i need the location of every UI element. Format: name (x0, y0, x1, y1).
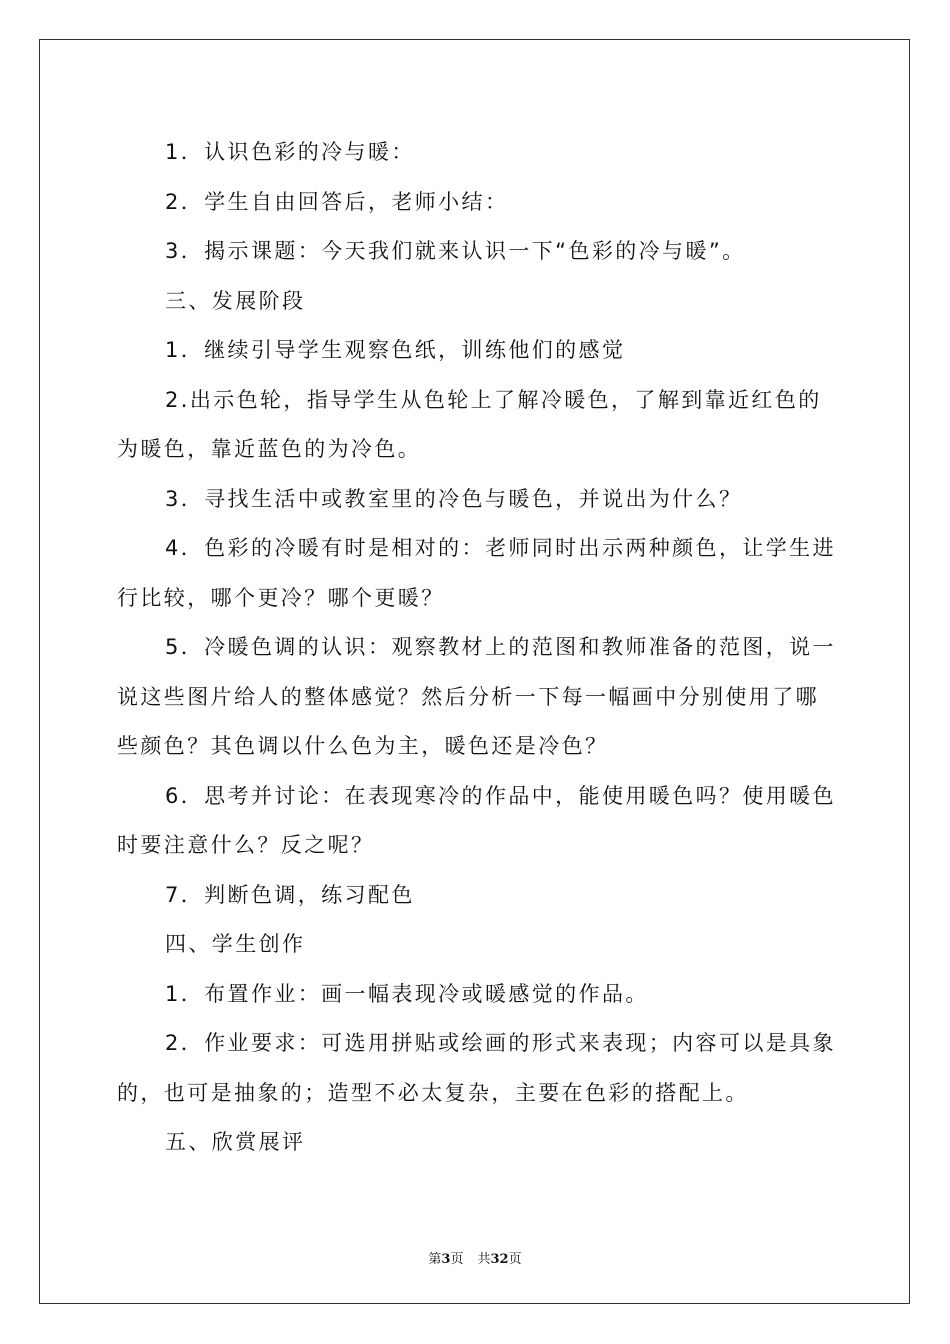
paragraph: 6．思考并讨论：在表现寒冷的作品中，能使用暖色吗？使用暖色时要注意什么？反之呢？ (117, 783, 836, 857)
footer-page-suffix: 页 (450, 1252, 464, 1267)
paragraph: 1．继续引导学生观察色纸，训练他们的感觉 (165, 338, 626, 362)
section-heading: 三、发展阶段 (165, 288, 306, 313)
paragraph: 1．认识色彩的冷与暖： (165, 140, 415, 164)
total-page-number: 32 (490, 1252, 509, 1267)
document-body (117, 128, 837, 1168)
paragraph: 3．揭示课题：今天我们就来认识一下“色彩的冷与暖”。 (165, 239, 746, 263)
page-footer (0, 1248, 950, 1267)
footer-total-suffix: 页 (508, 1252, 522, 1267)
paragraph: 7．判断色调，练习配色 (165, 882, 415, 907)
paragraph: 3．寻找生活中或教室里的冷色与暖色，并说出为什么？ (165, 486, 743, 511)
footer-total-prefix: 共 (477, 1252, 491, 1267)
section-heading: 四、学生创作 (165, 932, 306, 956)
paragraph: 2．学生自由回答后，老师小结： (165, 189, 509, 214)
footer-prefix: 第 (428, 1252, 442, 1267)
paragraph: 5．冷暖色调的认识：观察教材上的范图和教师准备的范图，说一说这些图片给人的整体感觉？然后分析一下每一幅画中分别使用了哪些颜色？其色调以什么色为主，暖色还是冷色？ (117, 635, 836, 758)
paragraph: 2.出示色轮，指导学生从色轮上了解冷暖色，了解到靠近红色的为暖色，靠近蓝色的为冷色。 (117, 387, 822, 461)
paragraph: 2．作业要求：可选用拼贴或绘画的形式来表现；内容可以是具象的，也可是抽象的；造型不必太复杂，主要在色彩的搭配上。 (117, 1031, 836, 1105)
paragraph: 4．色彩的冷暖有时是相对的：老师同时出示两种颜色，让学生进行比较，哪个更冷？哪个更暖？ (117, 536, 836, 610)
section-heading: 五、欣赏展评 (165, 1130, 306, 1154)
paragraph: 1．布置作业：画一幅表现冷或暖感觉的作品。 (165, 981, 649, 1006)
current-page-number: 3 (441, 1252, 451, 1267)
